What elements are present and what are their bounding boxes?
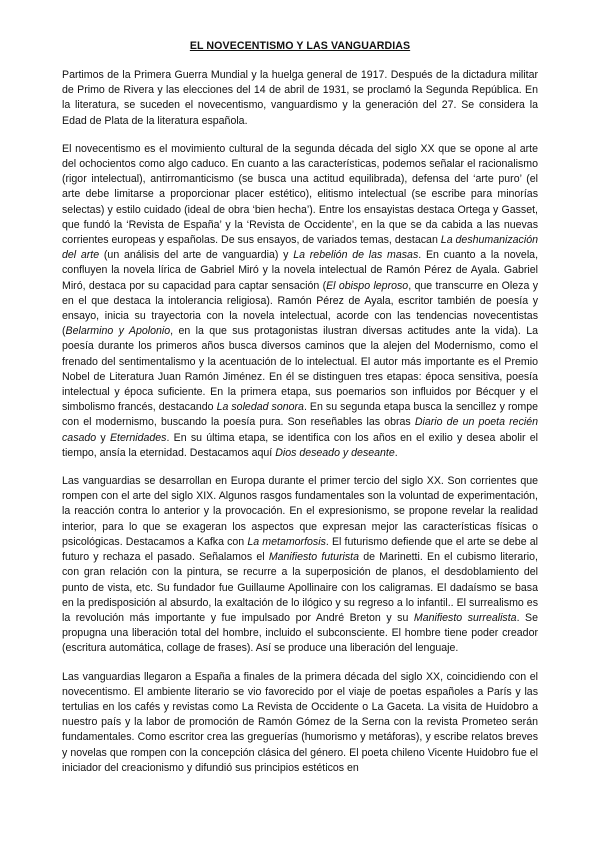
paragraph-intro bbox=[62, 68, 538, 129]
paragraph-novecentismo bbox=[62, 142, 538, 461]
text-span: Partimos de la Primera Guerra Mundial y la huelga general de 1917. Después de la dictadura militar de Primo de Rivera y las elecciones del 14 de abril de 1931, se proclamó la Segunda República. En la literatura, se suceden el novecentismo, vanguardismo y la generación del 27. Se considera la Edad de Plata de la literatura española. bbox=[62, 69, 538, 127]
book-title: La soledad sonora bbox=[216, 401, 304, 414]
book-title: La metamorfosis bbox=[247, 535, 326, 548]
text-span: (un análisis del arte de vanguardia) y bbox=[99, 249, 294, 262]
text-span: . Se propugna una liberación total del hombre, incluido el subconsciente. El hombre tiene poder creador (escritura automática, collage de frases). Así se produce una liberación del lenguaje. bbox=[62, 611, 539, 655]
book-title: Belarmino y Apolonio bbox=[65, 325, 171, 338]
paragraph-vanguardias-espana bbox=[62, 670, 538, 776]
book-title: Dios deseado y deseante bbox=[275, 446, 395, 459]
text-span: . En su segunda etapa busca la sencillez y rompe con el modernismo, buscando la poesía pura. Son reseñables las obras bbox=[62, 401, 539, 429]
text-span: . En su última etapa, se identifica con los años en el exilio y desea abolir el tiempo, ansía la eternidad. Destacamos aquí bbox=[62, 431, 539, 459]
book-title: Eternidades bbox=[109, 431, 167, 444]
book-title: La deshumanización del arte bbox=[62, 234, 538, 262]
text-span: Las vanguardias se desarrollan en Europa durante el primer tercio del siglo XX. Son corrientes que rompen con el arte del siglo XIX. Algunos rasgos fundamentales son la voluntad de experimentación, la reacción contra lo anterior y la provocación. En el expresionismo, se propone revelar la realidad interior, para lo que se exageran los aspectos que expresan mejor las características físicas o psicológicas. Destacamos a Kafka con bbox=[62, 475, 538, 548]
text-span: . En cuanto a la novela, confluyen la novela lírica de Gabriel Miró y la novela intelectual de Ramón Pérez de Ayala. Gabriel Miró, destaca por su capacidad para captar sensación ( bbox=[62, 249, 539, 292]
text-span: . El futurismo defiende que el arte se debe al futuro y rechaza el pasado. Señalamos el bbox=[62, 535, 538, 564]
paragraph-vanguardias bbox=[62, 474, 538, 656]
book-title: Diario de un poeta recién casado bbox=[62, 416, 539, 444]
book-title: Manifiesto futurista bbox=[268, 551, 359, 564]
document-title: EL NOVECENTISMO Y LAS VANGUARDIAS bbox=[189, 40, 411, 52]
book-title: El obispo leproso bbox=[326, 279, 409, 292]
text-span: , en la que sus protagonistas ilustran diversas actitudes ante la vida). La poesía durante los primeros años busca diversos caminos que la alejen del Modernismo, como el frenado del sentimentalismo y la acentuación de lo intelectual. El autor más importante es el Premio Nobel de Literatura Juan Ramón Jiménez. En él se distinguen tres etapas: época sensitiva, poesía intelectual y época suficiente. En la primera etapa, sus poemarios son influidos por Bécquer y el simbolismo francés, destacando bbox=[62, 325, 538, 414]
text-span: Las vanguardias llegaron a España a finales de la primera década del siglo XX, coincidiendo con el novecentismo. El ambiente literario se vio favorecido por el viaje de poetas españoles a París y las tertulias en los cafés y revistas como La Revista de Occidente o La Gaceta. La visita de Huidobro a nuestro país y la labor de promoción de Ramón Gómez de la Serna con la revista Prometeo serán fundamentales. Como escritor crea las greguerías (humorismo y metáforas), y escribe relatos breves y novelas que rompen con la concepción clásica del género. El poeta chileno Vicente Huidobro fue el iniciador del creacionismo y difundió sus principios estéticos en bbox=[62, 670, 538, 774]
text-span: , que transcurre en Oleza y en el que destaca la intolerancia religiosa). Ramón Pérez de Ayala, escritor también de poesía y ensayo, inicia su trayectoria con la novela intelectual, acorde con las tendencias novecentistas ( bbox=[62, 279, 538, 338]
text-span: de Marinetti. En el cubismo literario, con gran relación con la pintura, se recurre a la superposición de planos, el desdoblamiento del punto de vista, etc. Su fundador fue Guillaume Apollinaire con los caligramas. El dadaísmo se basa en la predisposición al absurdo, la exaltación de lo ilógico y su regreso a lo infantil.. El surrealismo es la revolución más importante y fue impulsado por André Breton y su bbox=[62, 551, 538, 624]
book-title: Manifiesto surrealista bbox=[413, 611, 517, 624]
text-span: . bbox=[394, 446, 398, 459]
book-title: La rebelión de las masas bbox=[293, 249, 419, 262]
text-span: El novecentismo es el movimiento cultural de la segunda década del siglo XX que se opone al arte del ochocientos como algo caduco. En cuanto a las características, podemos señalar el racionalismo (rigor intelectual), antirromanticismo (se busca una actitud equilibrada), defensa del ‘arte puro’ (el arte debe limitarse a proporcionar placer estético), elitismo intelectual (se escribe para minorías selectas) y estilo cuidado (ideal de obra ‘bien hecha’). Entre los ensayistas destaca Ortega y Gasset, que fundó la ‘Revista de España’ y la ‘Revista de Occidente’, en la que se da cabida a las nuevas corrientes europeas y españolas. De sus ensayos, de variados temas, destacan bbox=[62, 142, 538, 247]
text-span: y bbox=[96, 431, 110, 444]
